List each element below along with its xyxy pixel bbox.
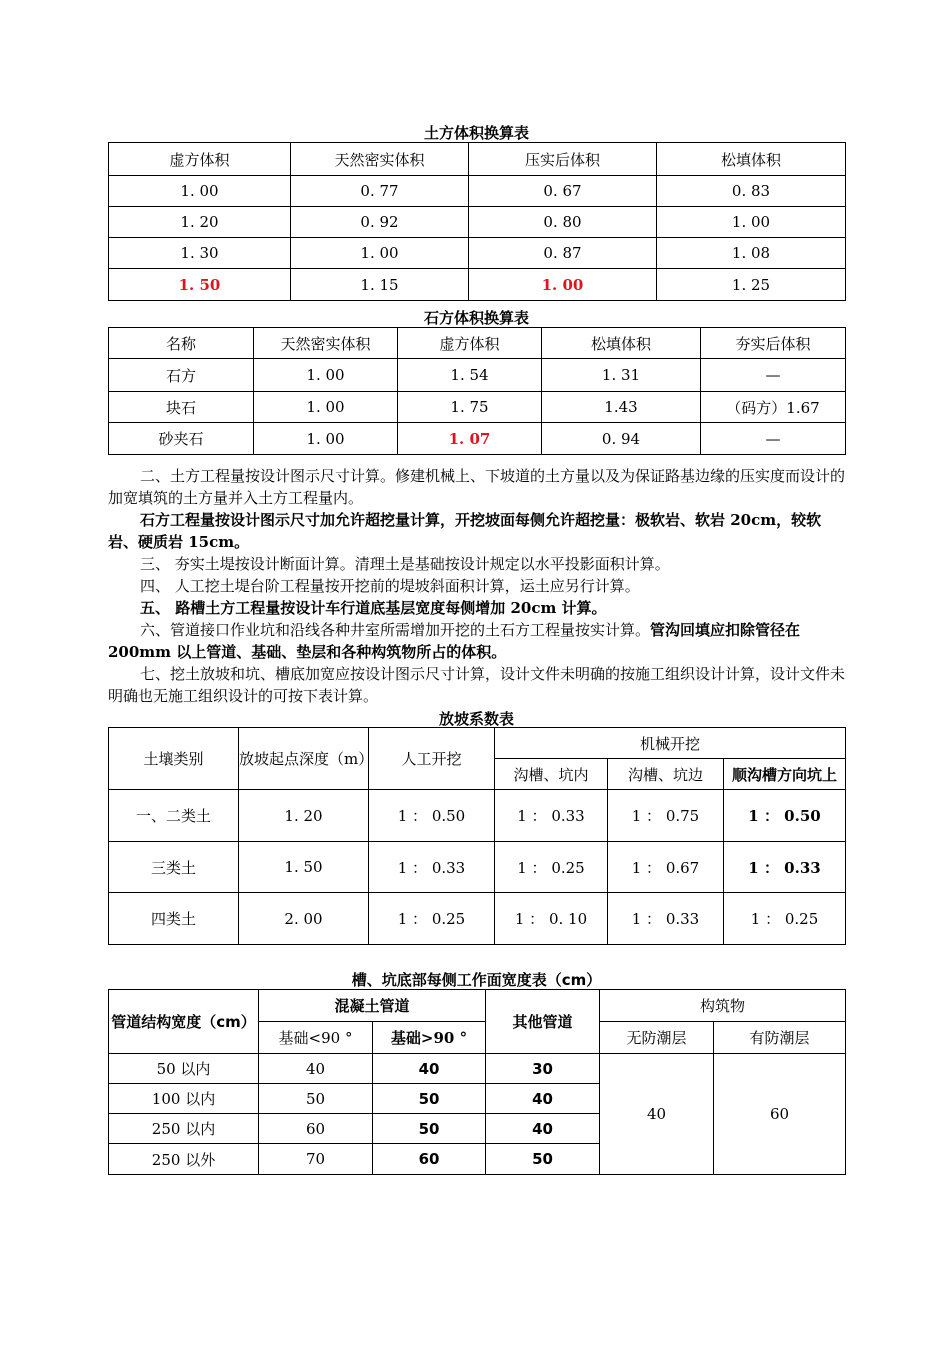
table-cell: 1 ： 0.50	[724, 790, 846, 842]
table-cell: 1 ： 0.33	[369, 842, 495, 893]
header-cell: 松填体积	[542, 328, 701, 359]
table-cell: —	[701, 359, 846, 392]
paragraph-tamped-embankment	[108, 553, 848, 575]
table-cell: 1. 15	[291, 269, 469, 301]
table-cell: 石方	[109, 359, 254, 392]
table-cell: 四类土	[109, 893, 239, 945]
table-cell: 40	[486, 1114, 600, 1144]
paragraph-pipe-pits	[108, 619, 848, 663]
paragraph-text: 三、 夯实土堤按设计断面计算。清理土是基础按设计规定以水平投影面积计算。	[140, 555, 670, 573]
header-cell: 其他管道	[486, 990, 600, 1054]
table-cell: 1 ： 0.33	[608, 893, 724, 945]
table-cell: 1. 00	[109, 176, 291, 207]
stone-volume-table	[108, 327, 846, 455]
header-cell: 管道结构宽度（cm）	[109, 990, 259, 1054]
table-cell: 1 ： 0.33	[724, 842, 846, 893]
table-cell: 0. 87	[469, 238, 657, 269]
table-cell: 40	[486, 1084, 600, 1114]
paragraph-manual-steps	[108, 575, 848, 597]
table-cell: 三类土	[109, 842, 239, 893]
table-cell: 1. 31	[542, 359, 701, 392]
table-cell: 1. 20	[109, 207, 291, 238]
table-cell: 40	[600, 1054, 714, 1175]
slope-coefficient-table	[108, 727, 846, 945]
table-cell: 一、二类土	[109, 790, 239, 842]
table-cell: 70	[259, 1144, 373, 1175]
header-cell: 基础>90 °	[373, 1022, 486, 1054]
paragraph-earthwork	[108, 465, 848, 509]
table-cell: 1 ： 0.25	[369, 893, 495, 945]
table-cell: 50	[373, 1084, 486, 1114]
header-cell: 名称	[109, 328, 254, 359]
table-cell: 1. 00	[254, 423, 398, 455]
table-cell: 250 以外	[109, 1144, 259, 1175]
header-cell: 压实后体积	[469, 143, 657, 176]
table-cell: 0. 83	[657, 176, 846, 207]
table-cell: 1. 54	[398, 359, 542, 392]
work-surface-width-table	[108, 989, 846, 1175]
paragraph-text: 四、 人工挖土堤台阶工程量按开挖前的堤坡斜面积计算，运土应另行计算。	[140, 577, 640, 595]
table-cell: 1 ： 0.25	[495, 842, 608, 893]
table-cell: 1 ： 0.33	[495, 790, 608, 842]
header-cell: 放坡起点深度（m）	[239, 728, 369, 790]
paragraph-text: 石方工程量按设计图示尺寸加允许超挖量计算，开挖坡面每侧允许超挖量：极软岩、软岩 20cm，较软岩、硬质岩 15cm。	[108, 511, 822, 551]
table4-title: 槽、坑底部每侧工作面宽度表（cm）	[351, 971, 602, 989]
header-cell: 人工开挖	[369, 728, 495, 790]
table-cell: 1 ： 0. 10	[495, 893, 608, 945]
table-cell: 60	[714, 1054, 846, 1175]
header-cell: 虚方体积	[109, 143, 291, 176]
paragraph-text: 六、管道接口作业坑和沿线各种井室所需增加开挖的土石方工程量按实计算。	[140, 621, 651, 639]
header-cell: 无防潮层	[600, 1022, 714, 1054]
table-cell: 1. 20	[239, 790, 369, 842]
table-cell: 1. 00	[291, 238, 469, 269]
header-cell: 机械开挖	[495, 728, 846, 759]
table-cell: 0. 67	[469, 176, 657, 207]
table-cell: 1. 75	[398, 392, 542, 423]
table2-title: 石方体积换算表	[423, 309, 529, 327]
header-cell: 虚方体积	[398, 328, 542, 359]
table-cell: 0. 92	[291, 207, 469, 238]
table-cell: 1. 30	[109, 238, 291, 269]
paragraph-road-trough	[108, 597, 848, 619]
table-cell: 1 ： 0.25	[724, 893, 846, 945]
table-cell: 60	[373, 1144, 486, 1175]
header-cell: 松填体积	[657, 143, 846, 176]
table-cell: 50	[486, 1144, 600, 1175]
table3-title: 放坡系数表	[438, 710, 514, 728]
table-cell: 1. 00	[469, 269, 657, 301]
header-cell: 沟槽、坑内	[495, 759, 608, 790]
earth-volume-table	[108, 142, 846, 301]
table-cell: 1 ： 0.75	[608, 790, 724, 842]
table-cell: 1.43	[542, 392, 701, 423]
table-cell: 30	[486, 1054, 600, 1084]
paragraph-text: 七、挖土放坡和坑、槽底加宽应按设计图示尺寸计算，设计文件未明确的按施工组织设计计算，设计文件未明确也无施工组织设计的可按下表计算。	[108, 665, 846, 705]
table-cell: 1. 08	[657, 238, 846, 269]
header-cell: 沟槽、坑边	[608, 759, 724, 790]
table-cell: （码方）1.67	[701, 392, 846, 423]
table-cell: 0. 94	[542, 423, 701, 455]
header-cell: 混凝土管道	[259, 990, 486, 1022]
header-cell: 基础<90 °	[259, 1022, 373, 1054]
header-cell: 天然密实体积	[291, 143, 469, 176]
header-cell: 构筑物	[600, 990, 846, 1022]
table-cell: 1. 07	[398, 423, 542, 455]
header-cell: 有防潮层	[714, 1022, 846, 1054]
table-cell: 1. 00	[657, 207, 846, 238]
table-cell: 40	[373, 1054, 486, 1084]
table1-title: 土方体积换算表	[423, 124, 529, 142]
paragraph-text: 二、土方工程量按设计图示尺寸计算。修建机械上、下坡道的土方量以及为保证路基边缘的压实度而设计的加宽填筑的土方量并入土方工程量内。	[108, 467, 846, 507]
table-cell: 1. 00	[254, 359, 398, 392]
table-cell: 块石	[109, 392, 254, 423]
table-cell: 50 以内	[109, 1054, 259, 1084]
table-cell: 1 ： 0.50	[369, 790, 495, 842]
table-cell: 250 以内	[109, 1114, 259, 1144]
paragraph-text: 五、 路槽土方工程量按设计车行道底基层宽度每侧增加 20cm 计算。	[140, 599, 607, 617]
table-cell: 50	[259, 1084, 373, 1114]
table-cell: —	[701, 423, 846, 455]
paragraph-text-bold: 管沟回填应扣除管径在 200mm 以上管道、基础、垫层和各种构筑物所占的体积。	[108, 621, 801, 661]
table-cell: 1. 00	[254, 392, 398, 423]
header-cell: 夯实后体积	[701, 328, 846, 359]
table-cell: 1. 25	[657, 269, 846, 301]
table-cell: 60	[259, 1114, 373, 1144]
table-cell: 1. 50	[109, 269, 291, 301]
table-cell: 40	[259, 1054, 373, 1084]
table-cell: 0. 77	[291, 176, 469, 207]
table-cell: 1 ： 0.67	[608, 842, 724, 893]
table-cell: 砂夹石	[109, 423, 254, 455]
header-cell: 顺沟槽方向坑上	[724, 759, 846, 790]
paragraph-stonework	[108, 509, 848, 553]
header-cell: 土壤类别	[109, 728, 239, 790]
table-cell: 2. 00	[239, 893, 369, 945]
table-cell: 50	[373, 1114, 486, 1144]
header-cell: 天然密实体积	[254, 328, 398, 359]
table-cell: 1. 50	[239, 842, 369, 893]
paragraph-slope	[108, 663, 848, 707]
table-cell: 100 以内	[109, 1084, 259, 1114]
table-cell: 0. 80	[469, 207, 657, 238]
